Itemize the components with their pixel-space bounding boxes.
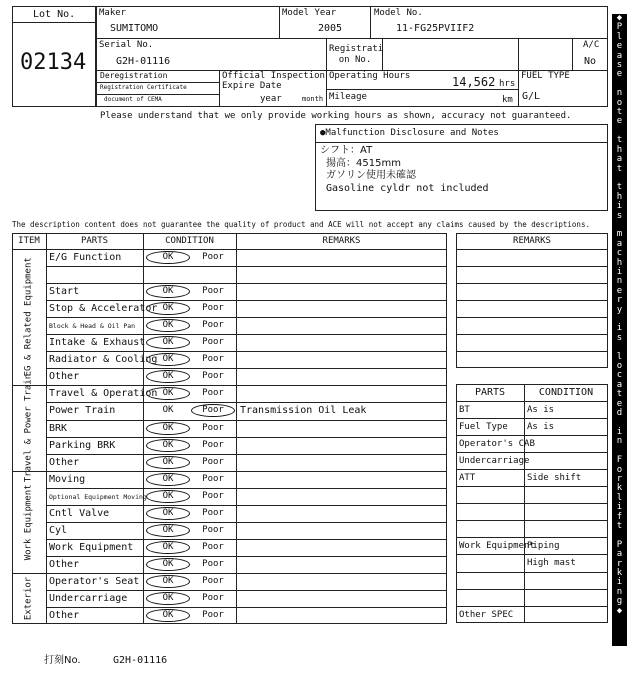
spec-part: Undercarriage xyxy=(459,456,530,467)
malfunction-line-2: 揚高：4515mm xyxy=(326,158,401,169)
footer-label: 打刻No. xyxy=(44,655,81,666)
spec-part: Fuel Type xyxy=(459,422,508,433)
malfunction-line-3: ガソリン使用未確認 xyxy=(326,170,416,181)
poor-option: Poor xyxy=(202,456,224,467)
maker-label: Maker xyxy=(99,8,127,18)
col-condition-header: CONDITION xyxy=(165,236,214,246)
part-name: Other xyxy=(49,610,80,622)
sidebar-note: ◆ P l e a s e n o t e t h a t t h i s m a c h i n e r y i s l o c a t e d i n F o r k l i f t P a r k i n g ◆ xyxy=(616,13,623,616)
ok-option: OK xyxy=(162,354,174,365)
part-name: BRK xyxy=(49,422,68,434)
ok-selected-circle xyxy=(146,592,190,605)
part-name: Operator's Seat xyxy=(49,575,140,587)
model-no-value: 11-FG25PVIIF2 xyxy=(396,23,475,34)
col-parts-header: PARTS xyxy=(80,236,109,246)
part-name: Cyl xyxy=(49,524,68,536)
col-item-header: ITEM xyxy=(18,236,40,246)
deregistration-label: Deregistration xyxy=(100,71,168,80)
model-year-label: Model Year xyxy=(282,8,337,18)
lot-label: Lot No. xyxy=(33,9,76,20)
spec-condition: As is xyxy=(527,405,555,415)
ok-option: OK xyxy=(162,439,174,450)
part-name: Moving xyxy=(49,473,86,485)
ok-selected-circle xyxy=(146,558,190,571)
poor-option: Poor xyxy=(202,439,224,450)
ok-selected-circle xyxy=(146,507,190,520)
ok-selected-circle xyxy=(146,575,190,588)
malfunction-line-4: Gasoline cyldr not included xyxy=(326,183,489,194)
poor-option: Poor xyxy=(202,252,224,262)
spec-part: Other SPEC xyxy=(459,609,514,620)
part-name: Start xyxy=(49,286,80,298)
registration-label: Registrati on No. xyxy=(329,44,384,65)
poor-option: Poor xyxy=(202,371,224,382)
part-name: Undercarriage xyxy=(49,593,128,604)
ok-selected-circle xyxy=(146,609,190,622)
group-label-1: Travel & Power Train xyxy=(23,373,34,483)
malfunction-title: ●Malfunction Disclosure and Notes xyxy=(320,128,499,138)
operating-hours-label: Operating Hours xyxy=(329,71,411,81)
poor-option: Poor xyxy=(202,610,224,621)
poor-option: Poor xyxy=(202,337,224,348)
ok-option: OK xyxy=(162,388,174,399)
inspection-label: Official Inspection Expire Date xyxy=(222,71,325,91)
spec-condition-header: CONDITION xyxy=(538,387,594,398)
ok-option: OK xyxy=(162,252,174,262)
col-remarks-header: REMARKS xyxy=(322,236,361,246)
poor-option: Poor xyxy=(202,541,224,552)
model-no-label: Model No. xyxy=(374,8,423,18)
ok-option: OK xyxy=(162,593,174,603)
remark-text: Transmission Oil Leak xyxy=(240,405,367,417)
spec-part: BT xyxy=(459,405,470,415)
hours-notice: Please understand that we only provide working hours as shown, accuracy not guaranteed. xyxy=(100,111,572,121)
ac-label: A/C xyxy=(583,40,600,50)
lot-number: 02134 xyxy=(20,50,87,75)
poor-option: Poor xyxy=(202,405,224,416)
part-name: Radiator & Cooling xyxy=(49,354,158,366)
right-remarks-header: REMARKS xyxy=(513,236,551,246)
group-label-0: EG & Related Equipment xyxy=(23,257,34,377)
ok-option: OK xyxy=(162,575,174,586)
ok-selected-circle xyxy=(146,490,190,503)
part-name: Cntl Valve xyxy=(49,507,110,519)
poor-option: Poor xyxy=(202,286,224,297)
spec-part: ATT xyxy=(459,473,476,484)
part-name: Power Train xyxy=(49,405,116,417)
hrs-label: hrs xyxy=(499,79,516,89)
fuel-type-label: FUEL TYPE xyxy=(521,71,570,81)
poor-option: Poor xyxy=(202,473,224,484)
ok-option: OK xyxy=(162,371,174,382)
poor-option: Poor xyxy=(202,593,224,603)
ok-option: OK xyxy=(162,524,174,535)
disclaimer: The description content does not guarantee the quality of product and ACE will not accept any claims caused by the descriptions. xyxy=(12,220,590,229)
part-name: Stop & Accelerator xyxy=(49,303,158,315)
poor-option: Poor xyxy=(202,422,224,433)
poor-option: Poor xyxy=(202,354,224,365)
spec-parts-header: PARTS xyxy=(474,387,506,398)
spec-part: Work Equipment xyxy=(459,541,535,552)
malfunction-line-1: シフト：AT xyxy=(320,145,373,156)
mileage-label: Mileage xyxy=(329,92,367,102)
spec-condition: Piping xyxy=(527,541,560,552)
ok-selected-circle xyxy=(146,473,190,486)
ok-option: OK xyxy=(162,456,174,467)
group-label-3: Exterior xyxy=(23,576,34,621)
ac-value: No xyxy=(584,56,597,67)
group-label-2: Work Equipment xyxy=(23,483,34,560)
fuel-type-value: G/L xyxy=(522,91,541,102)
poor-option: Poor xyxy=(202,507,224,518)
part-name: Travel & Operation xyxy=(49,388,158,400)
year-label: year xyxy=(260,94,282,104)
poor-option: Poor xyxy=(202,575,224,586)
model-year-value: 2005 xyxy=(318,23,343,34)
ok-option: OK xyxy=(162,541,174,552)
ok-selected-circle xyxy=(146,541,190,554)
spec-condition: High mast xyxy=(527,558,576,569)
ok-selected-circle xyxy=(146,251,190,264)
ok-option: OK xyxy=(162,320,174,331)
ok-option: OK xyxy=(162,473,174,484)
cema-label: document of CEMA xyxy=(104,96,162,103)
ok-option: OK xyxy=(162,507,174,518)
km-label: km xyxy=(502,95,513,105)
ok-option: OK xyxy=(162,405,174,416)
ok-selected-circle xyxy=(146,456,190,469)
part-name: Other xyxy=(49,456,80,468)
part-name: Optional Equipment Moving xyxy=(49,492,147,501)
serial-label: Serial No. xyxy=(99,40,154,50)
poor-option: Poor xyxy=(202,388,224,399)
part-name: Work Equipment xyxy=(49,541,134,553)
footer-value: G2H-01116 xyxy=(113,655,168,666)
spec-part: Operator's CAB xyxy=(459,439,535,450)
ok-selected-circle xyxy=(146,439,190,452)
spec-condition: As is xyxy=(527,422,555,433)
part-name: Intake & Exhaust xyxy=(49,337,146,349)
part-name: Other xyxy=(49,371,80,383)
ok-option: OK xyxy=(162,286,174,297)
poor-option: Poor xyxy=(202,320,224,331)
part-name: E/G Function xyxy=(49,252,122,263)
ok-option: OK xyxy=(162,610,174,621)
ok-selected-circle xyxy=(146,524,190,537)
part-name: Parking BRK xyxy=(49,439,116,451)
ok-option: OK xyxy=(162,422,174,433)
serial-value: G2H-01116 xyxy=(116,56,171,67)
registration-certificate-label: Registration Certificate xyxy=(100,84,187,91)
poor-option: Poor xyxy=(202,558,224,569)
poor-option: Poor xyxy=(202,303,224,314)
ok-option: OK xyxy=(162,490,174,501)
maker-value: SUMITOMO xyxy=(110,23,159,34)
spec-condition: Side shift xyxy=(527,473,582,484)
operating-hours-value: 14,562 xyxy=(452,75,496,89)
month-label: month xyxy=(302,95,324,103)
ok-option: OK xyxy=(162,303,174,314)
ok-option: OK xyxy=(162,337,174,348)
poor-option: Poor xyxy=(202,490,224,501)
ok-selected-circle xyxy=(146,422,190,435)
poor-option: Poor xyxy=(202,524,224,535)
ok-option: OK xyxy=(162,558,174,569)
part-name: Other xyxy=(49,558,80,570)
part-name: Block & Head & Oil Pan xyxy=(49,322,136,331)
